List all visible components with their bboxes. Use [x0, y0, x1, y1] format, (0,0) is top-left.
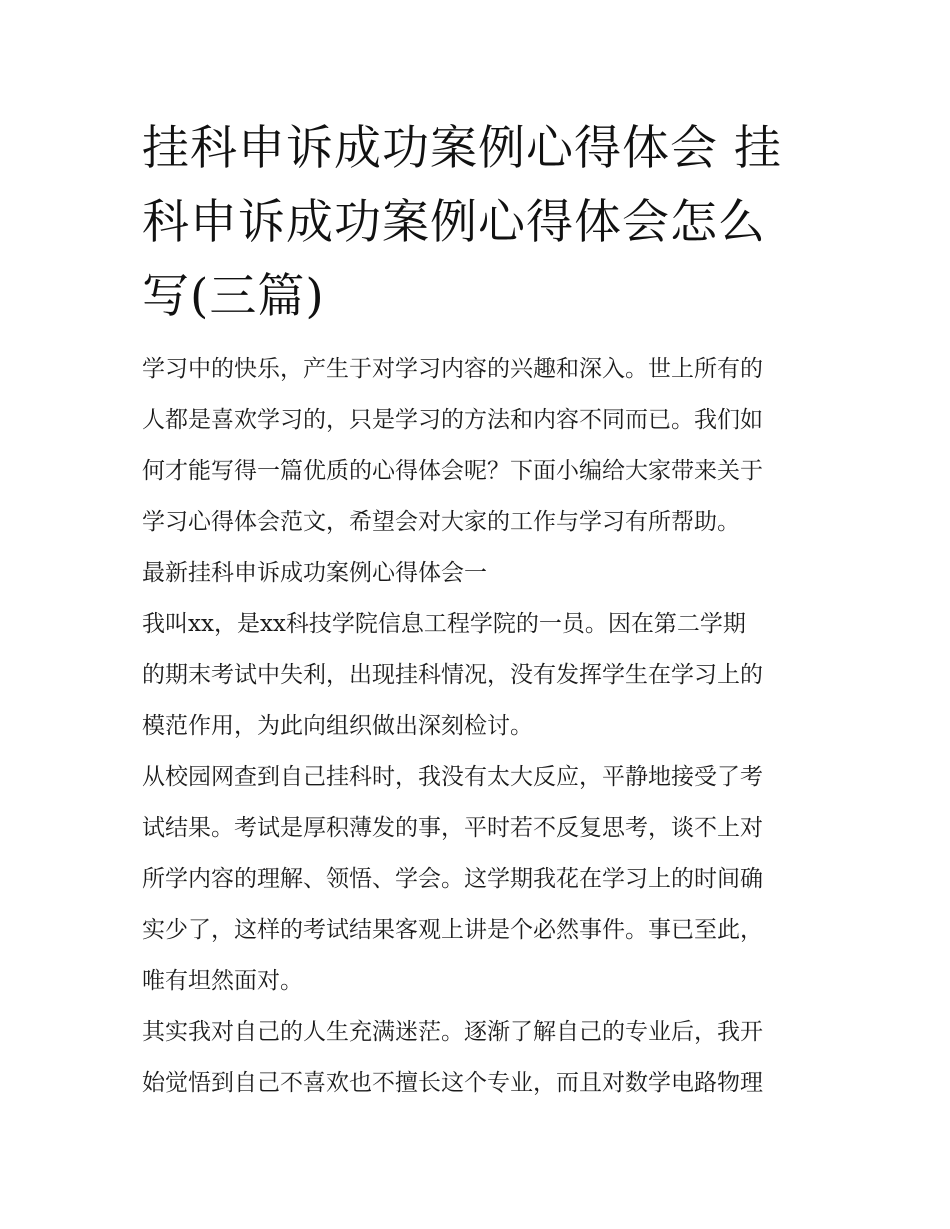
text-line: 的期末考试中失利，出现挂科情况，没有发挥学生在学习上的	[142, 662, 763, 688]
body-paragraph	[142, 752, 814, 1007]
text-line: 从校园网查到自己挂科时，我没有太大反应，平静地接受了考	[142, 764, 763, 790]
text-line: 所学内容的理解、领悟、学会。这学期我花在学习上的时间确	[142, 866, 763, 892]
text-line: 何才能写得一篇优质的心得体会呢？下面小编给大家带来关于	[142, 458, 763, 484]
text-line: 最新挂科申诉成功案例心得体会一	[142, 560, 487, 586]
body-paragraph	[142, 1007, 814, 1109]
text-line: 始觉悟到自己不喜欢也不擅长这个专业，而且对数学电路物理	[142, 1070, 763, 1096]
body-paragraph	[142, 599, 814, 752]
text-line: 试结果。考试是厚积薄发的事，平时若不反复思考，谈不上对	[142, 815, 763, 841]
document-title	[142, 112, 814, 334]
intro-paragraph	[142, 344, 814, 548]
text-line: 我叫xx，是xx科技学院信息工程学院的一员。因在第二学期	[142, 611, 746, 637]
text-line: 唯有坦然面对。	[142, 968, 303, 994]
title-line: 写(三篇)	[142, 269, 325, 324]
title-line: 科申诉成功案例心得体会怎么	[142, 195, 766, 250]
text-line: 实少了，这样的考试结果客观上讲是个必然事件。事已至此，	[142, 917, 763, 943]
document-content	[142, 112, 814, 1109]
title-line: 挂科申诉成功案例心得体会 挂	[142, 121, 782, 176]
text-line: 其实我对自己的人生充满迷茫。逐渐了解自己的专业后，我开	[142, 1019, 763, 1045]
text-line: 人都是喜欢学习的，只是学习的方法和内容不同而已。我们如	[142, 407, 763, 433]
text-line: 学习中的快乐，产生于对学习内容的兴趣和深入。世上所有的	[142, 356, 763, 382]
document-body	[142, 344, 814, 1109]
text-line: 模范作用，为此向组织做出深刻检讨。	[142, 713, 533, 739]
section-heading	[142, 548, 814, 599]
text-line: 学习心得体会范文，希望会对大家的工作与学习有所帮助。	[142, 509, 740, 535]
